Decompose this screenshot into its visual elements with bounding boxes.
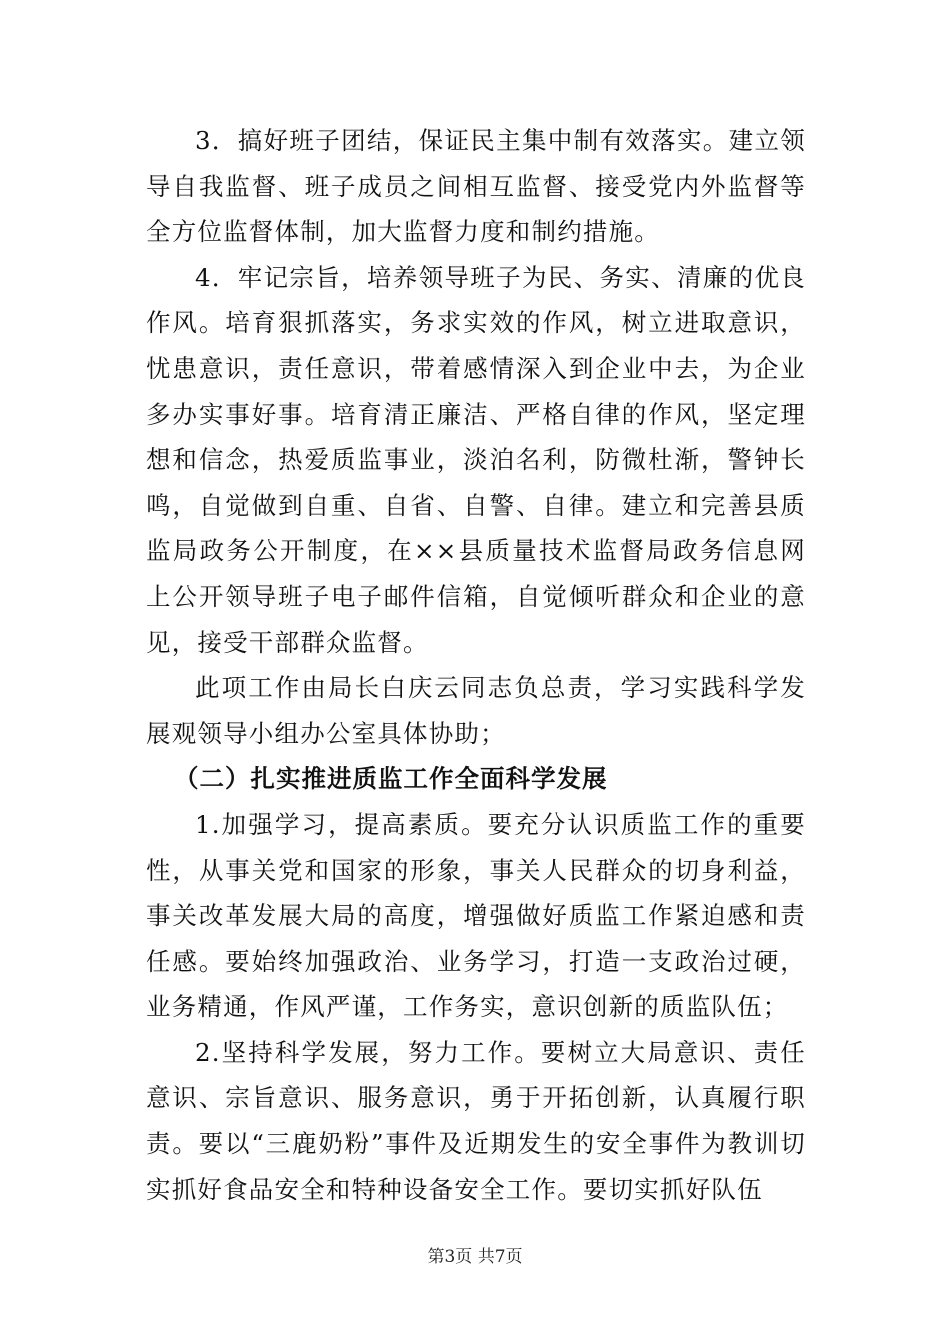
paragraph-item-1: 1.加强学习，提高素质。要充分认识质监工作的重要性，从事关党和国家的形象，事关人民群众的切身利益，事关改革发展大局的高度，增强做好质监工作紧迫感和责任感。要始终加强政治、业务学习，打造一支政治过硬，业务精通，作风严谨，工作务实，意识创新的质监队伍； — [146, 809, 806, 1022]
paragraph-item-4: 4．牢记宗旨，培养领导班子为民、务实、清廉的优良作风。培育狠抓落实，务求实效的作风，树立进取意识，忧患意识，责任意识，带着感情深入到企业中去，为企业多办实事好事。培育清正廉洁、严格自律的作风，坚定理想和信念，热爱质监事业，淡泊名利，防微杜渐，警钟长鸣，自觉做到自重、自省、自警、自律。建立和完善县质监局政务公开制度，在××县质量技术监督局政务信息网上公开领导班子电子邮件信箱，自觉倾听群众和企业的意见，接受干部群众监督。 — [146, 262, 806, 657]
paragraph-responsibility: 此项工作由局长白庆云同志负总责，学习实践科学发展观领导小组办公室具体协助； — [146, 673, 806, 748]
paragraph-item-3: 3．搞好班子团结，保证民主集中制有效落实。建立领导自我监督、班子成员之间相互监督、接受党内外监督等全方位监督体制，加大监督力度和制约措施。 — [146, 126, 806, 247]
paragraph-item-2: 2.坚持科学发展，努力工作。要树立大局意识、责任意识、宗旨意识、服务意识，勇于开拓创新，认真履行职责。要以“三鹿奶粉”事件及近期发生的安全事件为教训切实抓好食品安全和特种设备安全工作。要切实抓好队伍 — [146, 1037, 806, 1204]
section-heading: （二）扎实推进质监工作全面科学发展 — [174, 764, 608, 794]
page-number-footer: 第3页 共7页 — [427, 1247, 523, 1267]
document-body — [146, 118, 806, 1212]
